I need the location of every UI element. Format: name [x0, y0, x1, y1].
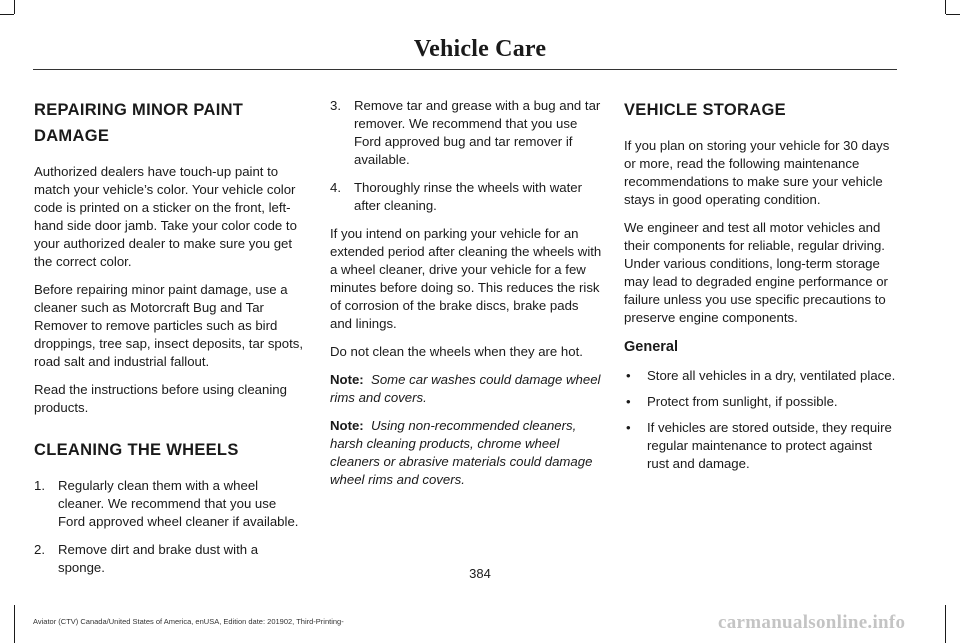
bullet-text: Store all vehicles in a dry, ventilated place. — [647, 368, 896, 383]
column-1 — [34, 97, 306, 587]
header-rule — [33, 69, 897, 70]
section-heading-cleaning-wheels: CLEANING THE WHEELS — [34, 441, 239, 459]
bullet-item — [624, 419, 896, 473]
note-label: Note: — [330, 372, 364, 387]
crop-mark-top-left — [14, 0, 15, 14]
bullet-text: If vehicles are stored outside, they require regular maintenance to protect against rust and damage. — [647, 420, 892, 471]
step-number: 1. — [34, 478, 45, 493]
paragraph: If you intend on parking your vehicle for an extended period after cleaning the wheels with a wheel cleaner, drive your vehicle for a few minutes before doing so. This reduces the risk of corrosion of the brake discs, brake pads and linings. — [330, 226, 602, 331]
step-number: 3. — [330, 98, 341, 113]
column-2 — [330, 97, 602, 499]
crop-mark-top-right — [945, 0, 946, 14]
note — [330, 417, 602, 489]
note-text: Some car washes could damage wheel rims and covers. — [330, 372, 601, 405]
crop-mark-bottom-right — [945, 605, 946, 643]
subheading-general: General — [624, 339, 678, 355]
step-text: Thoroughly rinse the wheels with water after cleaning. — [354, 180, 582, 213]
step-number: 2. — [34, 542, 45, 557]
paragraph: Authorized dealers have touch-up paint to match your vehicle’s color. Your vehicle color code is printed on a sticker on the front, left-hand side door jamb. Take your color code to your authorized dealer to make sure you get the correct color. — [34, 164, 297, 269]
bullet-icon: • — [626, 368, 631, 383]
paragraph: Before repairing minor paint damage, use a cleaner such as Motorcraft Bug and Tar Remover to remove particles such as bird droppings, tree sap, insect deposits, tar spots, road salt and industrial fallout. — [34, 282, 304, 369]
paragraph: Read the instructions before using cleaning products. — [34, 382, 287, 415]
crop-mark-bottom-left — [14, 605, 15, 643]
bullet-icon: • — [626, 394, 631, 409]
column-3 — [624, 97, 896, 481]
step-text: Remove dirt and brake dust with a sponge. — [58, 542, 259, 575]
spacer — [34, 427, 306, 437]
numbered-step — [330, 179, 602, 215]
step-number: 4. — [330, 180, 341, 195]
paragraph: Do not clean the wheels when they are hot. — [330, 344, 583, 359]
section-heading-vehicle-storage: VEHICLE STORAGE — [624, 101, 786, 119]
crop-mark-top-left-h — [0, 14, 14, 15]
section-heading-repairing-paint: REPAIRING MINOR PAINT DAMAGE — [34, 101, 244, 145]
crop-mark-top-right-h — [946, 14, 960, 15]
note-text: Using non-recommended cleaners, harsh cleaning products, chrome wheel cleaners or abrasive materials could damage wheel rims and covers. — [330, 418, 593, 487]
bullet-item — [624, 367, 896, 385]
page-header-title: Vehicle Care — [413, 36, 547, 62]
numbered-step — [34, 477, 306, 531]
page-number: 384 — [469, 566, 491, 581]
footer-edition-text: Aviator (CTV) Canada/United States of America, enUSA, Edition date: 201902, Third-Printing- — [33, 617, 344, 626]
paragraph: If you plan on storing your vehicle for 30 days or more, read the following maintenance recommendations to make sure your vehicle stays in good operating condition. — [624, 138, 890, 207]
numbered-step — [330, 97, 602, 169]
note-label: Note: — [330, 418, 364, 433]
note — [330, 371, 602, 407]
watermark-logo: carmanualsonline.info — [718, 612, 906, 633]
step-text: Remove tar and grease with a bug and tar remover. We recommend that you use Ford approved bug and tar remover if available. — [354, 98, 601, 167]
step-text: Regularly clean them with a wheel cleaner. We recommend that you use Ford approved wheel cleaner if available. — [58, 478, 299, 529]
paragraph: We engineer and test all motor vehicles and their components for reliable, regular driving. Under various conditions, long-term storage may lead to degraded engine performance or failure unless you use specific precautions to preserve engine components. — [624, 220, 888, 325]
bullet-item — [624, 393, 896, 411]
bullet-icon: • — [626, 420, 631, 435]
bullet-text: Protect from sunlight, if possible. — [647, 394, 838, 409]
